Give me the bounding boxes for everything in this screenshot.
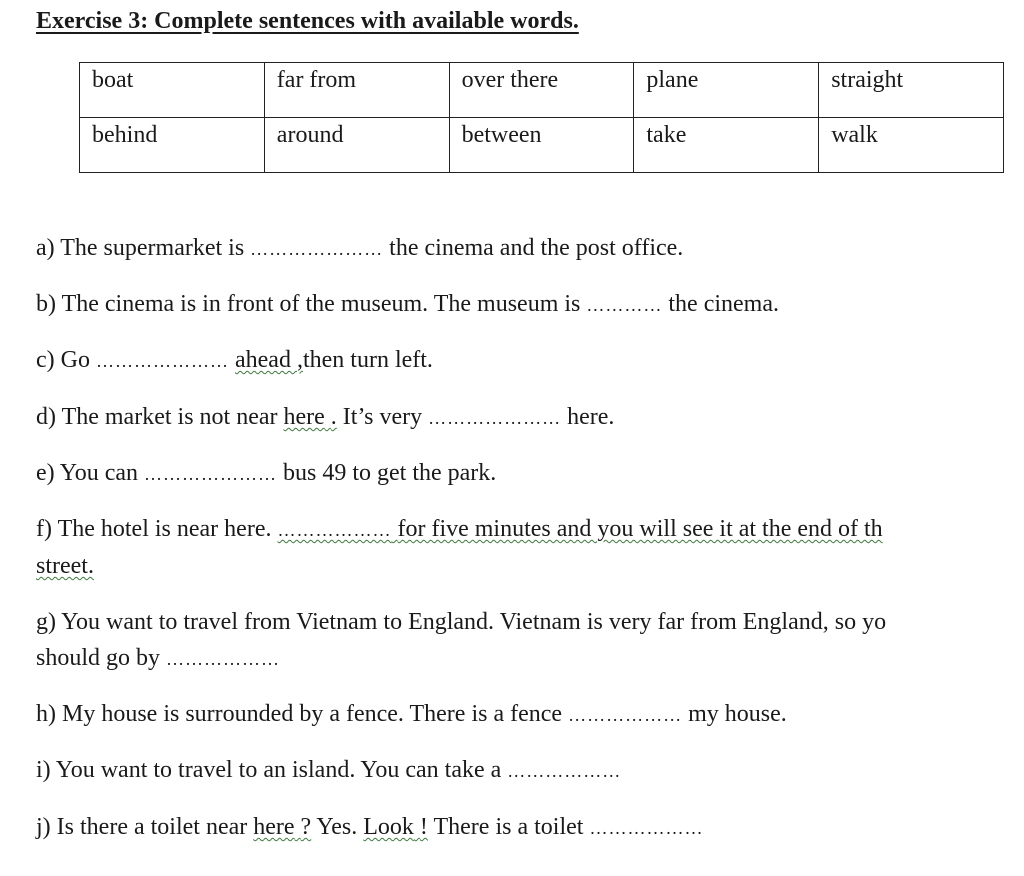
sentence-j (36, 814, 703, 841)
sentence-h (36, 701, 787, 728)
sentence-text: for five minutes and you will see it at the end of th (397, 516, 883, 542)
exercise-title: Exercise 3: Complete sentences with available words. (36, 8, 579, 34)
answer-blank[interactable]: ……………… (507, 761, 622, 781)
word-cell: over there (449, 63, 634, 118)
sentence-d (36, 404, 614, 431)
answer-blank[interactable]: ……………… (166, 649, 281, 669)
sentence-text: , (296, 347, 303, 373)
sentence-f-continued (36, 553, 94, 580)
sentence-a (36, 235, 683, 262)
sentence-text: The market is not near (61, 404, 278, 430)
sentence-text (253, 814, 311, 840)
sentence-text: You can (59, 460, 138, 486)
sentence-text: my house. (688, 701, 787, 727)
sentence-e (36, 460, 496, 487)
sentence-label: f) (36, 516, 52, 542)
sentence-label: e) (36, 460, 55, 486)
sentence-text: here. (567, 404, 615, 430)
sentence-c (36, 347, 433, 374)
table-row (80, 118, 1004, 173)
sentence-label: c) (36, 347, 55, 373)
word-cell: between (449, 118, 634, 173)
sentence-text: Yes. (316, 814, 358, 840)
word-bank-table (79, 62, 1004, 173)
sentence-label: i) (36, 757, 51, 783)
word-cell: behind (80, 118, 265, 173)
answer-blank[interactable]: ………………… (96, 351, 229, 371)
word-cell: walk (819, 118, 1004, 173)
sentence-b (36, 291, 779, 318)
word-cell: straight (819, 63, 1004, 118)
answer-blank[interactable]: ………………… (428, 408, 562, 428)
sentence-text: then turn left. (302, 347, 433, 373)
sentence-g (36, 609, 886, 636)
sentence-text: Go (60, 347, 90, 373)
word-cell: take (634, 118, 819, 173)
sentence-text: The cinema is in front of the museum. The museum is (61, 291, 581, 317)
sentence-text: bus 49 to get the park. (283, 460, 497, 486)
sentence-label: g) (36, 609, 56, 635)
sentence-text: the cinema. (668, 291, 779, 317)
sentence-text: should go by (36, 645, 161, 671)
word-cell: around (264, 118, 449, 173)
sentence-g-continued (36, 645, 280, 672)
sentence-text: Look (363, 814, 414, 840)
answer-blank[interactable]: ……………… (277, 520, 392, 540)
word-cell: plane (634, 63, 819, 118)
sentence-text: here (253, 814, 295, 840)
answer-blank[interactable]: ……………… (568, 705, 683, 725)
sentence-text: You want to travel from Vietnam to England. Vietnam is very far from England, so yo (61, 609, 887, 635)
sentence-text: Is there a toilet near (56, 814, 248, 840)
sentence-text (284, 404, 337, 430)
answer-blank[interactable]: ………………… (144, 464, 277, 484)
sentence-text: The supermarket is (60, 235, 245, 261)
sentence-text: You want to travel to an island. You can take a (55, 757, 502, 783)
word-cell: far from (264, 63, 449, 118)
sentence-label: a) (36, 235, 55, 261)
sentence-i (36, 757, 621, 784)
table-row (80, 63, 1004, 118)
sentence-text: There is a toilet (433, 814, 584, 840)
sentence-text: here (283, 404, 325, 430)
sentence-text: street. (36, 553, 94, 579)
sentence-text (235, 347, 303, 373)
sentence-text (363, 814, 428, 840)
answer-blank[interactable]: ………………… (250, 239, 384, 259)
sentence-text: ! (419, 814, 428, 840)
answer-blank[interactable]: ……………… (589, 818, 704, 838)
sentence-text: ? (300, 814, 312, 840)
sentence-text: . (330, 404, 337, 430)
sentence-text (277, 516, 882, 542)
sentence-text: It’s very (342, 404, 423, 430)
sentence-f (36, 516, 883, 543)
sentence-text: the cinema and the post office. (389, 235, 684, 261)
sentence-label: h) (36, 701, 56, 727)
sentence-text: ahead (235, 347, 291, 373)
answer-blank[interactable]: ………… (586, 295, 663, 315)
sentence-label: j) (36, 814, 51, 840)
sentence-text: The hotel is near here. (57, 516, 272, 542)
sentence-label: d) (36, 404, 56, 430)
sentence-text: My house is surrounded by a fence. There is a fence (62, 701, 563, 727)
word-cell: boat (80, 63, 265, 118)
sentence-label: b) (36, 291, 56, 317)
